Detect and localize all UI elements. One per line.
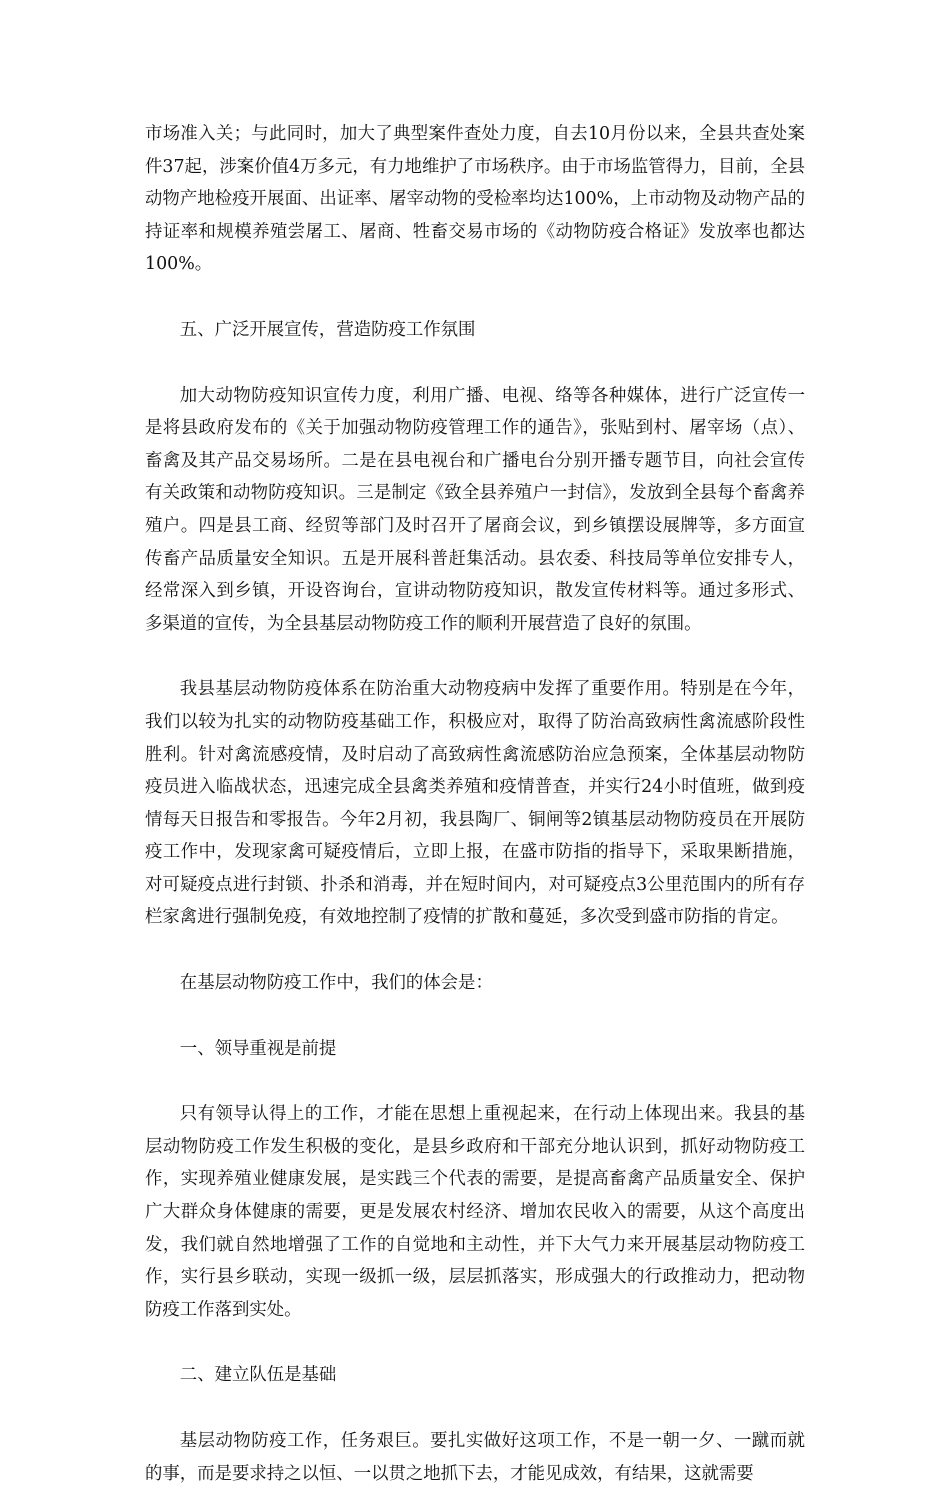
paragraph-epidemic-response: 我县基层动物防疫体系在防治重大动物疫病中发挥了重要作用。特别是在今年，我们以较为扎实的动物防疫基础工作，积极应对，取得了防治高致病性禽流感阶段性胜利。针对禽流感疫情，及时启动了高致病性禽流感防治应急预案，全体基层动物防疫员进入临战状态，迅速完成全县禽类养殖和疫情普查，并实行24小时值班，做到疫情每天日报告和零报告。今年2月初，我县陶厂、铜闸等2镇基层动物防疫员在开展防疫工作中，发现家禽可疑疫情后，立即上报，在盛市防指的指导下，采取果断措施，对可疑疫点进行封锁、扑杀和消毒，并在短时间内，对可疑疫点3公里范围内的所有存栏家禽进行强制免疫，有效地控制了疫情的扩散和蔓延，多次受到盛市防指的肯定。 [145,679,805,928]
paragraph-experience-intro: 在基层动物防疫工作中，我们的体会是： [179,973,493,994]
section-heading-team: 二、建立队伍是基础 [179,1365,337,1386]
paragraph-leadership: 只有领导认得上的工作，才能在思想上重视起来，在行动上体现出来。我县的基层动物防疫工作发生积极的变化，是县乡政府和干部充分地认识到，抓好动物防疫工作，实现养殖业健康发展，是实践三个代表的需要，是提高畜禽产品质量安全、保护广大群众身体健康的需要，更是发展农村经济、增加农民收入的需要，从这个高度出发，我们就自然地增强了工作的自觉地和主动性，并下大气力来开展基层动物防疫工作，实行县乡联动，实现一级抓一级，层层抓落实，形成强大的行政推动力，把动物防疫工作落到实处。 [145,1104,805,1320]
paragraph-publicity: 加大动物防疫知识宣传力度，利用广播、电视、络等各种媒体，进行广泛宣传一是将县政府发布的《关于加强动物防疫管理工作的通告》，张贴到村、屠宰场（点）、畜禽及其产品交易场所。二是在县电视台和广播电台分别开播专题节目，向社会宣传有关政策和动物防疫知识。三是制定《致全县养殖户一封信》，发放到全县每个畜禽养殖户。四是县工商、经贸等部门及时召开了屠商会议，到乡镇摆设展牌等，多方面宣传畜产品质量安全知识。五是开展科普赶集活动。县农委、科技局等单位安排专人，经常深入到乡镇，开设咨询台，宣讲动物防疫知识，散发宣传材料等。通过多形式、多渠道的宣传，为全县基层动物防疫工作的顺利开展营造了良好的氛围。 [145,385,805,634]
section-heading-publicity: 五、广泛开展宣传，营造防疫工作氛围 [179,319,476,340]
section-heading-leadership: 一、领导重视是前提 [179,1038,337,1059]
paragraph-team: 基层动物防疫工作，任务艰巨。要扎实做好这项工作，不是一朝一夕、一蹴而就的事，而是要求持之以恒、一以贯之地抓下去，才能见成效，有结果，这就需要 [145,1431,805,1484]
paragraph-market-access: 市场准入关；与此同时，加大了典型案件查处力度，自去10月份以来，全县共查处案件37起，涉案价值4万多元，有力地维护了市场秩序。由于市场监管得力，目前，全县动物产地检疫开展面、出证率、屠宰动物的受检率均达100%，上市动物及动物产品的持证率和规模养殖尝屠工、屠商、牲畜交易市场的《动物防疫合格证》发放率也都达100%。 [145,124,805,275]
document-page [145,118,805,1490]
